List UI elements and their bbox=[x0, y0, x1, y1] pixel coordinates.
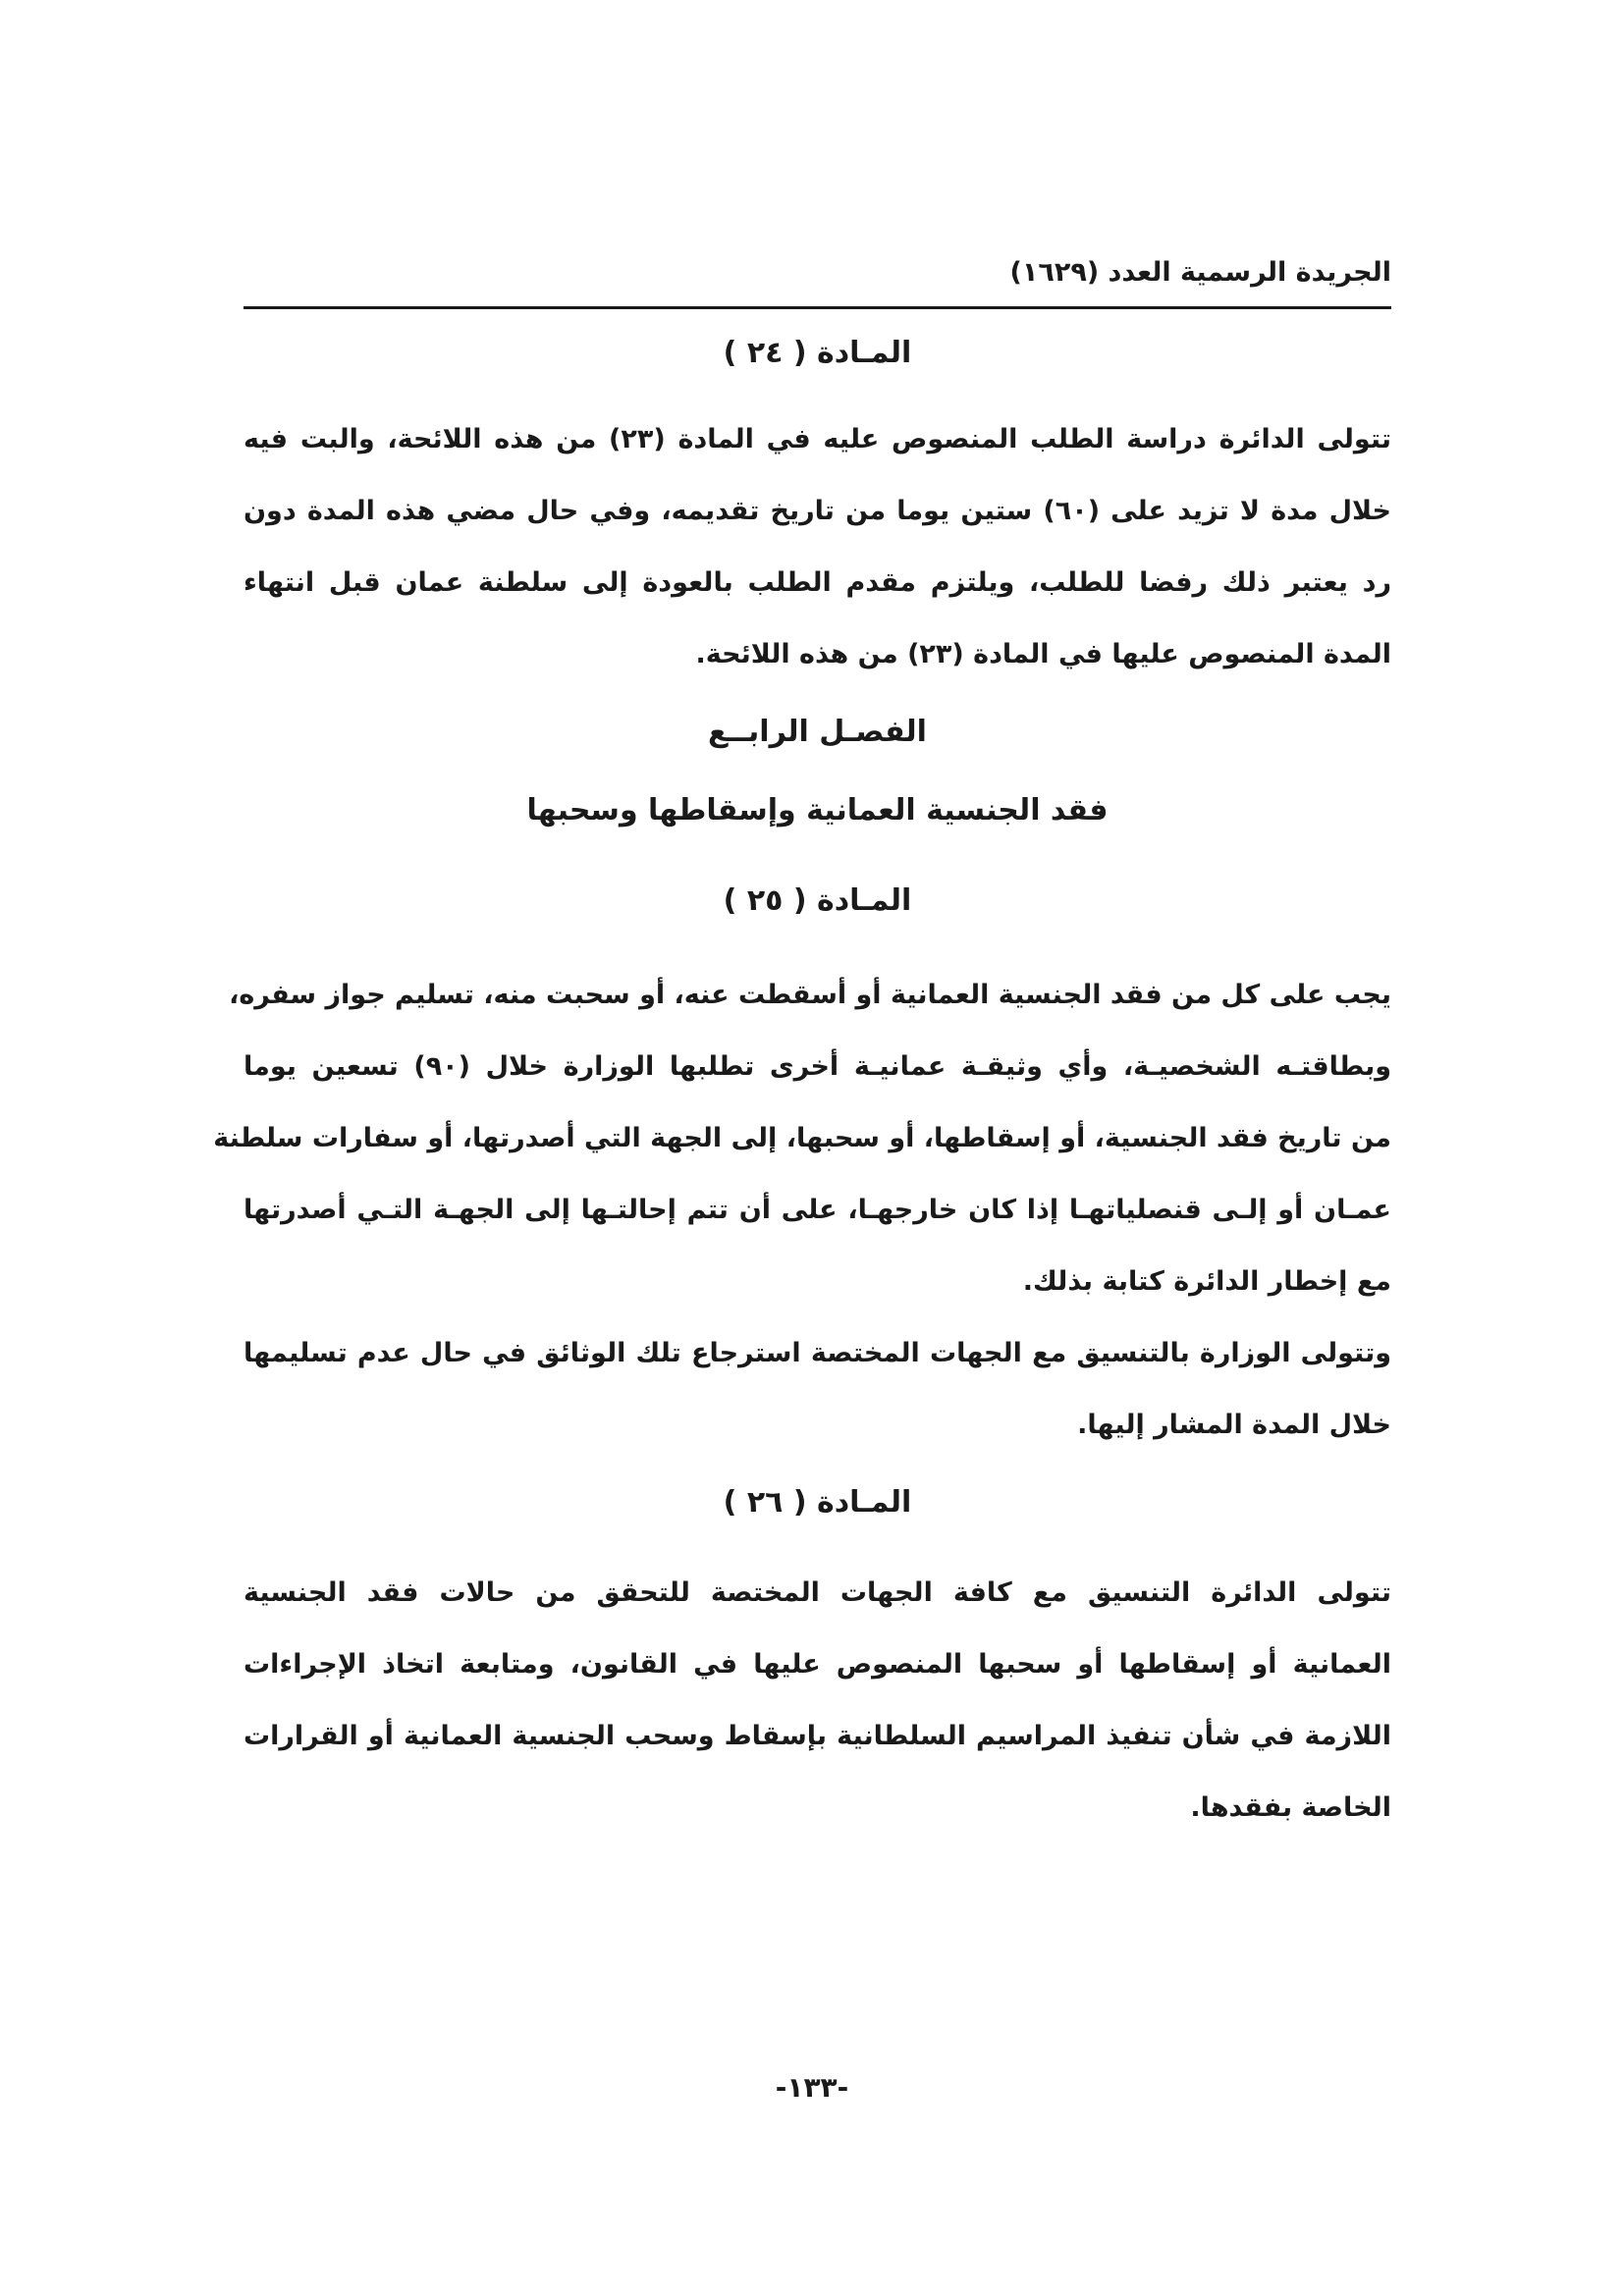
article-24-line: خلال مدة لا تزيد على (٦٠) ستين يوما من تاريخ تقديمه، وفي حال مضي هذه المدة دون bbox=[244, 496, 1391, 526]
article-26-line: العمانية أو إسقاطها أو سحبها المنصوص عليها في القانون، ومتابعة اتخاذ الإجراءات bbox=[244, 1649, 1391, 1680]
article-25-line: مع إخطار الدائرة كتابة بذلك. bbox=[1022, 1266, 1391, 1297]
article-25-line: وبطاقتـه الشخصيـة، وأي وثيقـة عمانيـة أخرى تطلبها الوزارة خلال (٩٠) تسعين يوما bbox=[244, 1051, 1391, 1082]
article-25-line: خلال المدة المشار إليها. bbox=[1077, 1410, 1391, 1440]
article-24-title: المـادة ( ٢٤ ) bbox=[723, 336, 912, 370]
article-26-line: تتولى الدائرة التنسيق مع كافة الجهات المختصة للتحقق من حالات فقد الجنسية bbox=[244, 1577, 1391, 1608]
article-25-line: عمـان أو إلـى قنصلياتهـا إذا كان خارجهـا، على أن تتم إحالتـها إلى الجهـة التـي أصدرتها bbox=[244, 1195, 1391, 1225]
article-25-paragraph-2 bbox=[244, 1317, 1391, 1461]
article-24-line: المدة المنصوص عليها في المادة (٢٣) من هذه اللائحة. bbox=[695, 639, 1391, 669]
chapter-subtitle: فقد الجنسية العمانية وإسقاطها وسحبها bbox=[526, 793, 1109, 828]
article-25-line: من تاريخ فقد الجنسية، أو إسقاطها، أو سحبها، إلى الجهة التي أصدرتها، أو سفارات سلطنة bbox=[213, 1123, 1391, 1153]
article-24-line: تتولى الدائرة دراسة الطلب المنصوص عليه في المادة (٢٣) من هذه اللائحة، والبت فيه bbox=[244, 424, 1391, 454]
article-25-paragraph-1 bbox=[213, 959, 1391, 1317]
article-25-title: المـادة ( ٢٥ ) bbox=[723, 883, 912, 918]
running-header: الجريدة الرسمية العدد (١٦٢٩) bbox=[1009, 257, 1391, 288]
article-25-line: وتتولى الوزارة بالتنسيق مع الجهات المختصة استرجاع تلك الوثائق في حال عدم تسليمها bbox=[244, 1338, 1391, 1368]
article-25-line: يجب على كل من فقد الجنسية العمانية أو أسقطت عنه، أو سحبت منه، تسليم جواز سفره، bbox=[229, 980, 1391, 1010]
page-number: -١٣٣- bbox=[775, 2071, 849, 2104]
header-divider bbox=[244, 306, 1391, 309]
article-26-line: الخاصة بفقدها. bbox=[1190, 1792, 1391, 1823]
article-26-title: المـادة ( ٢٦ ) bbox=[723, 1485, 912, 1520]
article-26-body bbox=[244, 1557, 1391, 1843]
chapter-title: الفصـل الرابــع bbox=[708, 715, 927, 749]
article-24-body bbox=[244, 403, 1391, 690]
article-24-line: رد يعتبر ذلك رفضا للطلب، ويلتزم مقدم الطلب بالعودة إلى سلطنة عمان قبل انتهاء bbox=[244, 567, 1391, 598]
article-26-line: اللازمة في شأن تنفيذ المراسيم السلطانية بإسقاط وسحب الجنسية العمانية أو القرارات bbox=[244, 1721, 1391, 1751]
